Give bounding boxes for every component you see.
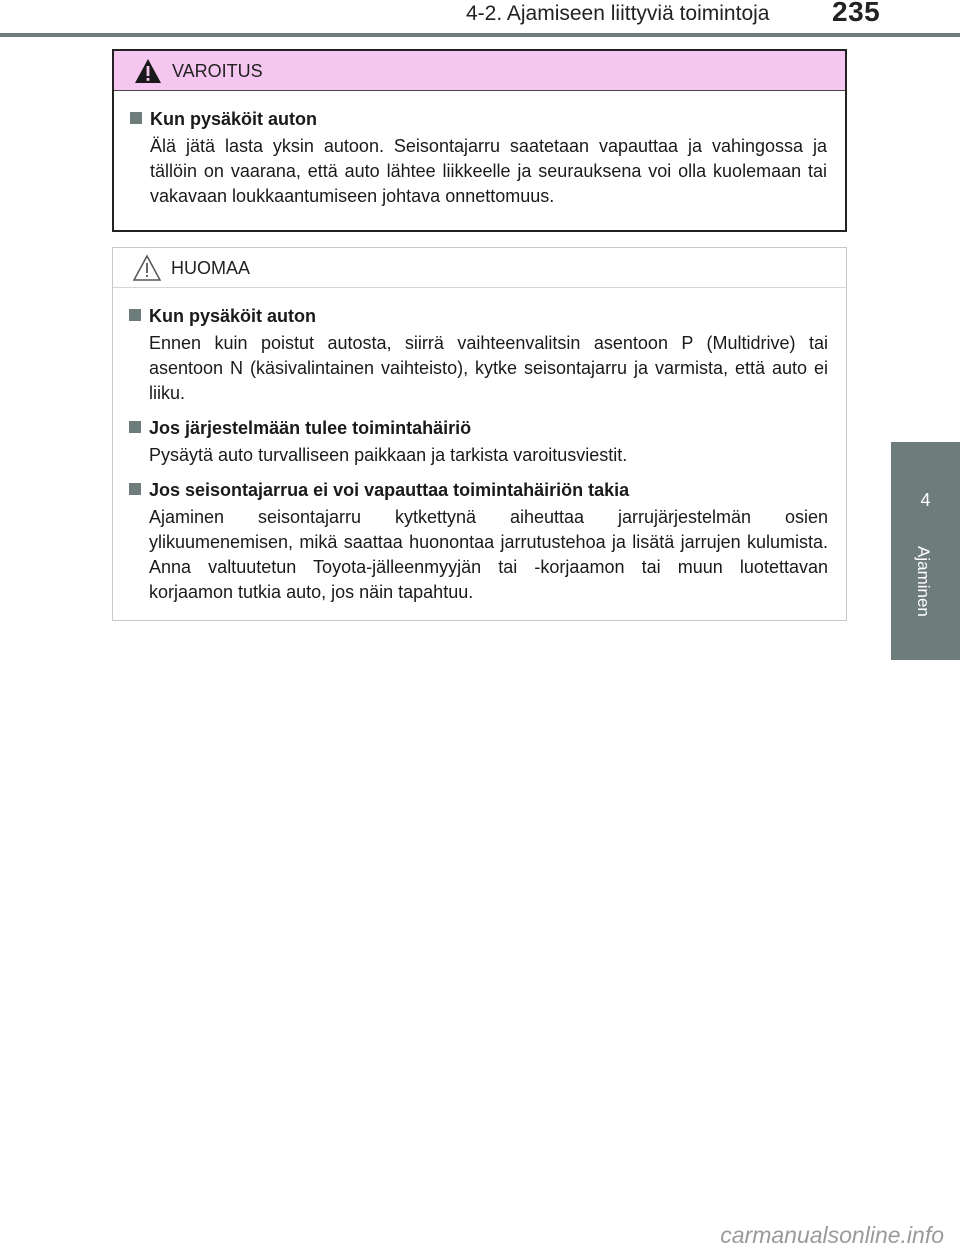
- notice-item-text: Pysäytä auto turvalliseen paikkaan ja tarkista varoitusviestit.: [149, 445, 628, 465]
- warning-item-heading-row: [130, 107, 827, 131]
- notice-item: [129, 416, 828, 468]
- notice-box-body: [113, 288, 846, 605]
- chapter-tab[interactable]: [891, 442, 960, 660]
- square-bullet-icon: [129, 483, 141, 495]
- warning-triangle-filled-icon: [134, 57, 162, 85]
- warning-item-heading: Kun pysäköit auton: [150, 109, 318, 129]
- warning-box: [112, 49, 847, 232]
- square-bullet-icon: [130, 112, 142, 124]
- header-rule: [0, 33, 960, 37]
- notice-item-heading: Kun pysäköit auton: [149, 306, 317, 326]
- notice-item-text: Ajaminen seisontajarru kytkettynä aiheuttaa jarrujärjestelmän osien ylikuumenemisen, mikä saattaa huonontaa jarrutustehoa ja lisätä jarrujen kulumista. Anna valtuutetun Toyota-jälleenmyyjän tai -korjaamon tai muun luotettavan korjaamon tutkia auto, jos näin tapahtuu.: [149, 507, 828, 602]
- warning-item: [130, 107, 827, 209]
- chapter-number: 4: [920, 490, 931, 510]
- page-number: 235: [832, 0, 881, 27]
- notice-item-text: Ennen kuin poistut autosta, siirrä vaihteenvalitsin asentoon P (Multidrive) tai asentoon N (käsivalintainen vaihteisto), kytke seisontajarru ja varmista, että auto ei liiku.: [149, 333, 828, 403]
- square-bullet-icon: [129, 421, 141, 433]
- notice-item: [129, 478, 828, 605]
- warning-triangle-outline-icon: [133, 254, 161, 282]
- notice-item-heading-row: [129, 304, 828, 328]
- warning-box-body: [114, 91, 845, 209]
- warning-box-title: VAROITUS: [172, 61, 263, 81]
- section-title: 4-2. Ajamiseen liittyviä toimintoja: [466, 2, 770, 25]
- square-bullet-icon: [129, 309, 141, 321]
- notice-item-heading: Jos järjestelmään tulee toimintahäiriö: [149, 418, 472, 438]
- notice-item: [129, 304, 828, 406]
- notice-item-heading-row: [129, 478, 828, 502]
- notice-item-heading-row: [129, 416, 828, 440]
- watermark: carmanualsonline.info: [720, 1222, 944, 1248]
- warning-item-text: Älä jätä lasta yksin autoon. Seisontajarru saatetaan vapauttaa ja vahingossa ja tällöin on vaarana, että auto lähtee liikkeelle ja seurauksena voi olla kuolemaan tai vakavaan loukkaantumiseen johtava onnettomuus.: [150, 136, 827, 206]
- warning-box-header: [114, 51, 845, 91]
- notice-item-heading: Jos seisontajarrua ei voi vapauttaa toimintahäiriön takia: [149, 480, 630, 500]
- notice-box-title: HUOMAA: [171, 258, 251, 278]
- notice-box-header: [113, 248, 846, 288]
- chapter-label: Ajaminen: [914, 546, 933, 617]
- notice-box: [112, 247, 847, 621]
